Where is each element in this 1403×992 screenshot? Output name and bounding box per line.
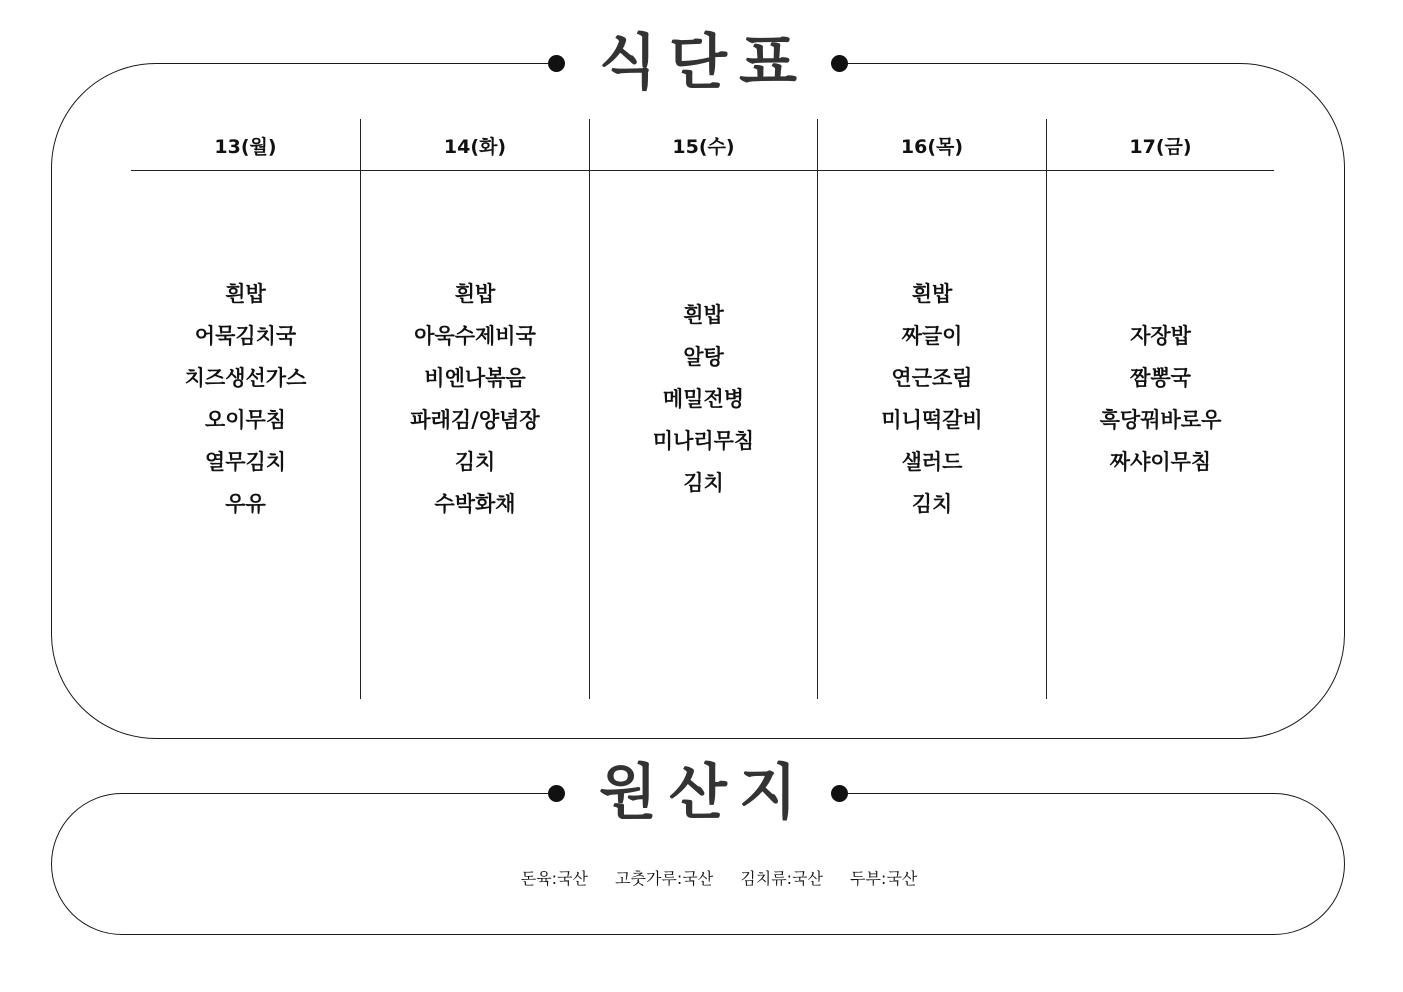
dish-item: 연근조림 bbox=[891, 366, 973, 390]
dish-item: 김치 bbox=[454, 450, 496, 474]
day-header: 14(화) bbox=[443, 136, 507, 158]
dish-item: 어묵김치국 bbox=[194, 324, 297, 348]
origin-list bbox=[0, 866, 1403, 889]
dish-item: 비엔나볶음 bbox=[424, 366, 526, 390]
dish-item: 김치 bbox=[683, 471, 724, 495]
dish-item: 흰밥 bbox=[911, 282, 953, 306]
dish-item: 우유 bbox=[225, 492, 266, 516]
origin-title: 원산지 bbox=[599, 758, 809, 828]
day-column-wed bbox=[589, 119, 817, 699]
dish-item: 오이무침 bbox=[204, 408, 287, 432]
dish-item: 메밀전병 bbox=[662, 387, 745, 411]
dish-item: 파래김/양념장 bbox=[410, 408, 540, 432]
bullet-dot-icon bbox=[831, 55, 848, 72]
dish-item: 짬뽕국 bbox=[1130, 366, 1191, 390]
dish-item: 짜글이 bbox=[901, 324, 963, 348]
day-column-thu bbox=[817, 119, 1046, 699]
bullet-dot-icon bbox=[548, 55, 565, 72]
menu-table bbox=[131, 119, 1274, 699]
dish-item: 자장밥 bbox=[1130, 324, 1191, 348]
dish-list bbox=[590, 171, 817, 699]
dish-list bbox=[361, 171, 589, 699]
dish-item: 흑당꿔바로우 bbox=[1099, 408, 1222, 432]
bullet-dot-icon bbox=[831, 785, 848, 802]
dish-list bbox=[818, 171, 1046, 699]
dish-item: 짜샤이무침 bbox=[1109, 450, 1212, 474]
dish-item: 알탕 bbox=[683, 345, 724, 369]
bullet-dot-icon bbox=[548, 785, 565, 802]
dish-item: 수박화채 bbox=[434, 492, 516, 516]
dish-list bbox=[131, 171, 360, 699]
origin-item: 고춧가루:국산 bbox=[615, 869, 714, 888]
origin-item: 김치류:국산 bbox=[740, 869, 823, 888]
day-column-tue bbox=[360, 119, 589, 699]
menu-title-block bbox=[548, 28, 848, 98]
dish-list bbox=[1047, 171, 1274, 699]
day-header: 13(월) bbox=[214, 136, 277, 158]
dish-item: 미니떡갈비 bbox=[881, 408, 983, 432]
dish-item: 미나리무침 bbox=[652, 429, 755, 453]
day-header: 16(목) bbox=[900, 136, 964, 158]
origin-title-block bbox=[548, 758, 848, 828]
origin-item: 두부:국산 bbox=[850, 869, 918, 888]
day-column-fri bbox=[1046, 119, 1274, 699]
day-header: 15(수) bbox=[672, 136, 735, 158]
origin-item: 돈육:국산 bbox=[520, 869, 588, 888]
dish-item: 흰밥 bbox=[683, 303, 724, 327]
day-header: 17(금) bbox=[1129, 136, 1192, 158]
menu-title: 식단표 bbox=[599, 28, 809, 98]
dish-item: 흰밥 bbox=[454, 282, 496, 306]
day-column-mon bbox=[131, 119, 360, 699]
dish-item: 샐러드 bbox=[901, 450, 963, 474]
dish-item: 흰밥 bbox=[225, 282, 266, 306]
dish-item: 열무김치 bbox=[204, 450, 287, 474]
dish-item: 치즈생선가스 bbox=[184, 366, 307, 390]
dish-item: 아욱수제비국 bbox=[414, 324, 536, 348]
dish-item: 김치 bbox=[911, 492, 953, 516]
